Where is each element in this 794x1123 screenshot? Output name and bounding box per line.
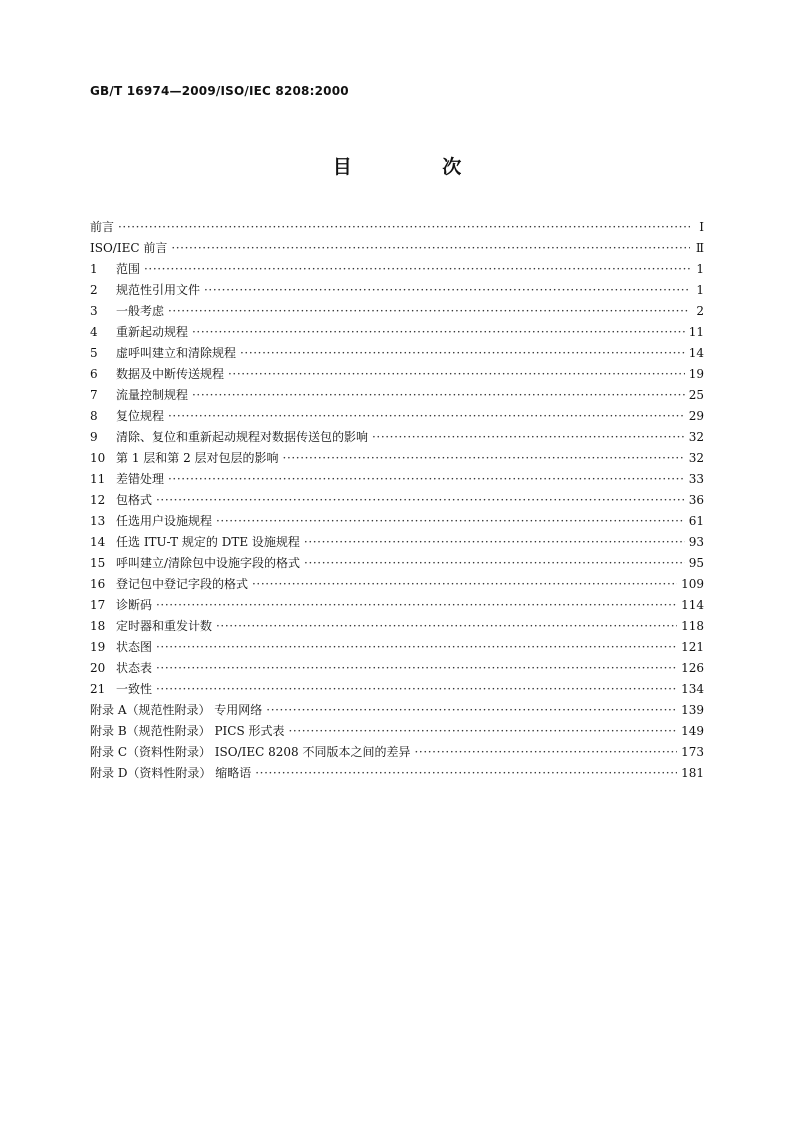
toc-entry[interactable] <box>90 301 704 322</box>
toc-entry-page: 149 <box>681 724 704 738</box>
toc-entry-number: 1 <box>90 262 98 276</box>
toc-entry-page: 33 <box>688 472 704 486</box>
toc-entry[interactable] <box>90 406 704 427</box>
toc-leader-dots <box>144 259 690 280</box>
toc-entry-label: 差错处理 <box>116 472 165 486</box>
toc-entry-number: 15 <box>90 556 106 570</box>
toc-entry[interactable] <box>90 259 704 280</box>
toc-entry-page: 118 <box>681 619 704 633</box>
toc-entry-page: 19 <box>688 367 704 381</box>
toc-leader-dots <box>252 574 677 595</box>
toc-entry-page: 32 <box>688 451 704 465</box>
toc-leader-dots <box>156 490 685 511</box>
toc-entry-page: 95 <box>688 556 704 570</box>
toc-leader-dots <box>283 448 685 469</box>
toc-entry[interactable] <box>90 616 704 637</box>
toc-leader-dots <box>168 301 690 322</box>
toc-entry-number: 12 <box>90 493 106 507</box>
toc-entry-label: 诊断码 <box>116 598 153 612</box>
toc-entry[interactable] <box>90 553 704 574</box>
toc-entry-page: 11 <box>688 325 704 339</box>
toc-entry-label: 流量控制规程 <box>116 388 189 402</box>
toc-entry[interactable] <box>90 343 704 364</box>
toc-entry[interactable] <box>90 595 704 616</box>
toc-leader-dots <box>168 469 685 490</box>
toc-entry-label: 附录 B（规范性附录） PICS 形式表 <box>90 724 285 738</box>
toc-entry-page: Ⅰ <box>699 220 704 234</box>
toc-leader-dots <box>304 532 685 553</box>
toc-leader-dots <box>156 637 677 658</box>
toc-entry[interactable] <box>90 763 704 784</box>
standard-code-header: GB/T 16974—2009/ISO/IEC 8208:2000 <box>90 84 349 98</box>
toc-entry-label: 包格式 <box>116 493 153 507</box>
toc-entry-label: ISO/IEC 前言 <box>90 241 168 255</box>
toc-entry[interactable] <box>90 574 704 595</box>
toc-entry-number: 6 <box>90 367 98 381</box>
toc-leader-dots <box>266 700 677 721</box>
toc-entry-number: 2 <box>90 283 98 297</box>
toc-entry[interactable] <box>90 511 704 532</box>
toc-entry-label: 清除、复位和重新起动规程对数据传送包的影响 <box>116 430 369 444</box>
toc-entry-number: 19 <box>90 640 106 654</box>
toc-entry-page: 93 <box>688 535 704 549</box>
toc-entry-label: 第 1 层和第 2 层对包层的影响 <box>116 451 279 465</box>
toc-entry[interactable] <box>90 322 704 343</box>
toc-entry[interactable] <box>90 637 704 658</box>
toc-entry-page: 1 <box>696 283 704 297</box>
toc-leader-dots <box>216 616 677 637</box>
toc-entry[interactable] <box>90 700 704 721</box>
toc-entry-page: 173 <box>681 745 704 759</box>
toc-entry-number: 14 <box>90 535 106 549</box>
toc-entry[interactable] <box>90 490 704 511</box>
toc-entry-page: 2 <box>696 304 704 318</box>
toc-entry-number: 16 <box>90 577 106 591</box>
toc-entry-page: 1 <box>696 262 704 276</box>
toc-entry-number: 3 <box>90 304 98 318</box>
toc-entry-label: 登记包中登记字段的格式 <box>116 577 249 591</box>
toc-entry-number: 7 <box>90 388 98 402</box>
toc-leader-dots <box>228 364 685 385</box>
toc-leader-dots <box>118 217 690 238</box>
toc-entry[interactable] <box>90 448 704 469</box>
toc-entry[interactable] <box>90 469 704 490</box>
toc-entry-page: 126 <box>681 661 704 675</box>
toc-entry-number: 13 <box>90 514 106 528</box>
toc-entry[interactable] <box>90 385 704 406</box>
toc-entry-number: 5 <box>90 346 98 360</box>
toc-entry[interactable] <box>90 658 704 679</box>
toc-entry-number: 20 <box>90 661 106 675</box>
toc-entry-page: 139 <box>681 703 704 717</box>
toc-entry-label: 一般考虑 <box>116 304 165 318</box>
toc-entry-label: 任选用户设施规程 <box>116 514 213 528</box>
toc-leader-dots <box>192 385 685 406</box>
toc-entry-label: 附录 C（资料性附录） ISO/IEC 8208 不同版本之间的差异 <box>90 745 411 759</box>
toc-leader-dots <box>240 343 685 364</box>
toc-leader-dots <box>156 679 677 700</box>
toc-entry[interactable] <box>90 679 704 700</box>
toc-entry-page: 32 <box>688 430 704 444</box>
toc-entry-page: 121 <box>681 640 704 654</box>
page-title: 目 次 <box>332 156 504 178</box>
toc-entry-label: 前言 <box>90 220 115 234</box>
toc-leader-dots <box>204 280 690 301</box>
toc-entry-number: 10 <box>90 451 106 465</box>
toc-entry[interactable] <box>90 532 704 553</box>
toc-entry-page: 134 <box>681 682 704 696</box>
toc-leader-dots <box>255 763 677 784</box>
toc-entry-page: 25 <box>688 388 704 402</box>
toc-entry[interactable] <box>90 217 704 238</box>
toc-entry-label: 重新起动规程 <box>116 325 189 339</box>
toc-entry-page: 14 <box>688 346 704 360</box>
toc-leader-dots <box>192 322 685 343</box>
toc-entry-page: Ⅱ <box>695 241 704 255</box>
toc-entry-label: 虚呼叫建立和清除规程 <box>116 346 237 360</box>
toc-entry-label: 规范性引用文件 <box>116 283 201 297</box>
toc-entry-label: 范围 <box>116 262 141 276</box>
toc-entry-number: 8 <box>90 409 98 423</box>
toc-entry[interactable] <box>90 280 704 301</box>
toc-entry-page: 109 <box>681 577 704 591</box>
toc-entry-number: 18 <box>90 619 106 633</box>
toc-entry-label: 数据及中断传送规程 <box>116 367 225 381</box>
toc-leader-dots <box>156 658 677 679</box>
toc-entry[interactable] <box>90 742 704 763</box>
toc-entry-label: 状态表 <box>116 661 153 675</box>
toc-entry-label: 一致性 <box>116 682 153 696</box>
toc-entry-page: 36 <box>688 493 704 507</box>
toc-entry-page: 29 <box>688 409 704 423</box>
toc-entry-page: 114 <box>681 598 704 612</box>
toc-entry-label: 任选 ITU-T 规定的 DTE 设施规程 <box>116 535 300 549</box>
toc-entry-number: 11 <box>90 472 106 486</box>
toc-leader-dots <box>168 406 685 427</box>
toc-leader-dots <box>171 238 690 259</box>
table-of-contents <box>90 217 704 784</box>
toc-leader-dots <box>304 553 685 574</box>
toc-leader-dots <box>372 427 685 448</box>
toc-entry-label: 呼叫建立/清除包中设施字段的格式 <box>116 556 301 570</box>
toc-entry-label: 状态图 <box>116 640 153 654</box>
toc-entry[interactable] <box>90 364 704 385</box>
toc-entry-number: 21 <box>90 682 106 696</box>
toc-leader-dots <box>156 595 677 616</box>
toc-entry-page: 181 <box>681 766 704 780</box>
toc-entry[interactable] <box>90 238 704 259</box>
toc-leader-dots <box>216 511 685 532</box>
toc-entry-label: 附录 D（资料性附录） 缩略语 <box>90 766 252 780</box>
toc-entry-number: 4 <box>90 325 98 339</box>
toc-entry-label: 附录 A（规范性附录） 专用网络 <box>90 703 263 717</box>
toc-entry-label: 复位规程 <box>116 409 165 423</box>
toc-entry-label: 定时器和重发计数 <box>116 619 213 633</box>
toc-leader-dots <box>415 742 678 763</box>
toc-entry-number: 17 <box>90 598 106 612</box>
toc-entry[interactable] <box>90 427 704 448</box>
toc-entry[interactable] <box>90 721 704 742</box>
toc-leader-dots <box>288 721 677 742</box>
toc-entry-number: 9 <box>90 430 98 444</box>
toc-entry-page: 61 <box>688 514 704 528</box>
